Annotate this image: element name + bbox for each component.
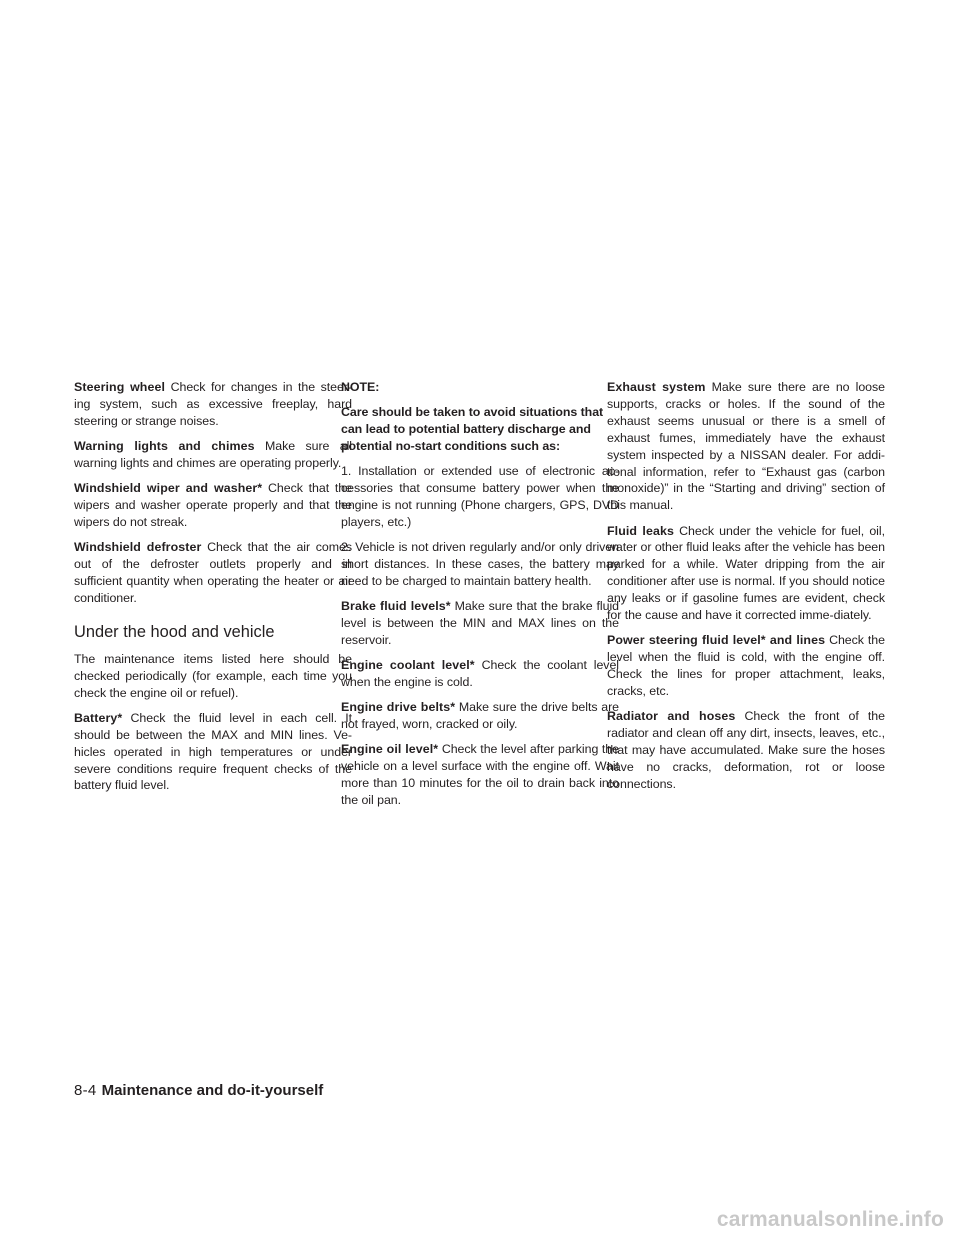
fluid-leaks-paragraph [607, 523, 885, 624]
drive-belts-text: Make sure the drive belts are not frayed, worn, cracked or oily. [341, 699, 619, 731]
section-heading: Under the hood and vehicle [74, 622, 275, 641]
wiper-washer-paragraph [74, 480, 352, 531]
brake-fluid-heading: Brake fluid levels* [341, 598, 451, 613]
coolant-heading: Engine coolant level* [341, 657, 475, 672]
exhaust-heading: Exhaust system [607, 380, 706, 394]
defroster-paragraph [74, 539, 352, 607]
coolant-paragraph [341, 657, 619, 691]
battery-heading: Battery* [74, 710, 123, 725]
drive-belts-paragraph [341, 699, 619, 733]
radiator-paragraph [607, 708, 885, 793]
watermark-logo [706, 1206, 946, 1232]
radiator-text: Check the front of the radiator and clean off any dirt, insects, leaves, etc., that may have accumulated. Make sure the hoses have no cracks, deformation, rot or loose connections. [607, 709, 885, 791]
intro-paragraph: The maintenance items listed here should be checked periodically (for example, each time you check the engine oil or refuel). [74, 651, 352, 700]
column-right [607, 379, 885, 801]
page-footer [74, 1082, 323, 1100]
battery-paragraph [74, 710, 352, 795]
steering-wheel-text: Check for changes in the steer-ing system, such as excessive freeplay, hard steering or strange noises. [74, 380, 352, 428]
warning-lights-text: Make sure all warning lights and chimes are operating properly. [74, 439, 352, 470]
note-warning: Care should be taken to avoid situations that can lead to potential battery discharge and potential no-start conditions such as: [341, 405, 604, 453]
fluid-leaks-heading: Fluid leaks [607, 523, 674, 538]
steering-wheel-paragraph [74, 379, 352, 430]
wiper-washer-text: Check that the wipers and washer operate properly and that the wipers do not streak. [74, 481, 352, 529]
oil-level-paragraph [341, 741, 619, 809]
note-item-1: 1. Installation or extended use of electronic ac-cessories that consume battery power when the engine is not running (Phone chargers, GPS, DVD players, etc.) [341, 463, 619, 529]
power-steering-paragraph [607, 632, 885, 700]
page-number: 8-4 [74, 1082, 97, 1099]
brake-fluid-text: Make sure that the brake fluid level is between the MIN and MAX lines on the reservoir. [341, 598, 619, 647]
drive-belts-heading: Engine drive belts* [341, 699, 456, 714]
power-steering-text: Check the level when the fluid is cold, with the engine off. Check the lines for proper attachment, leaks, cracks, etc. [607, 633, 885, 698]
defroster-heading: Windshield defroster [74, 540, 202, 555]
section-title: Maintenance and do-it-yourself [101, 1082, 324, 1099]
wiper-washer-heading: Windshield wiper and washer* [74, 481, 263, 496]
battery-text: Check the fluid level in each cell. It should be between the MAX and MIN lines. Ve-hicles operated in high temperatures or under severe conditions require frequent checks of the battery fluid level. [74, 710, 352, 793]
column-middle [341, 379, 619, 817]
oil-level-text: Check the level after parking the vehicle on a level surface with the engine off. Wait more than 10 minutes for the oil to drain back into the oil pan. [341, 741, 619, 807]
power-steering-heading: Power steering fluid level* and lines [607, 633, 826, 648]
radiator-heading: Radiator and hoses [607, 709, 736, 724]
note-item-2: 2. Vehicle is not driven regularly and/or only driven short distances. In these cases, the battery may need to be charged to maintain battery health. [341, 539, 619, 588]
steering-wheel-heading: Steering wheel [74, 380, 166, 394]
watermark [706, 1206, 946, 1232]
warning-lights-paragraph [74, 438, 352, 472]
warning-lights-heading: Warning lights and chimes [74, 439, 255, 454]
exhaust-paragraph [607, 379, 885, 514]
watermark-text: carmanualsonline.info [716, 1208, 944, 1231]
fluid-leaks-text: Check under the vehicle for fuel, oil, water or other fluid leaks after the vehicle has been parked for a while. Water dripping from the air conditioner after use is normal. If you should notice any leaks or if gasoline fumes are evident, check for the cause and have it corrected imme-diately. [607, 523, 885, 623]
brake-fluid-paragraph [341, 598, 619, 649]
defroster-text: Check that the air comes out of the defroster outlets properly and in sufficient quantity when operating the heater or air conditioner. [74, 540, 352, 605]
oil-level-heading: Engine oil level* [341, 741, 439, 756]
coolant-text: Check the coolant level when the engine is cold. [341, 657, 619, 689]
column-left [74, 379, 352, 803]
note-label: NOTE: [341, 380, 380, 394]
exhaust-text: Make sure there are no loose supports, cracks or holes. If the sound of the exhaust seems unusual or there is a smell of exhaust fumes, immediately have the exhaust system inspected by a NISSAN dealer. For addi-tional information, refer to “Exhaust gas (carbon monoxide)” in the “Starting and driving” section of this manual. [607, 380, 885, 513]
